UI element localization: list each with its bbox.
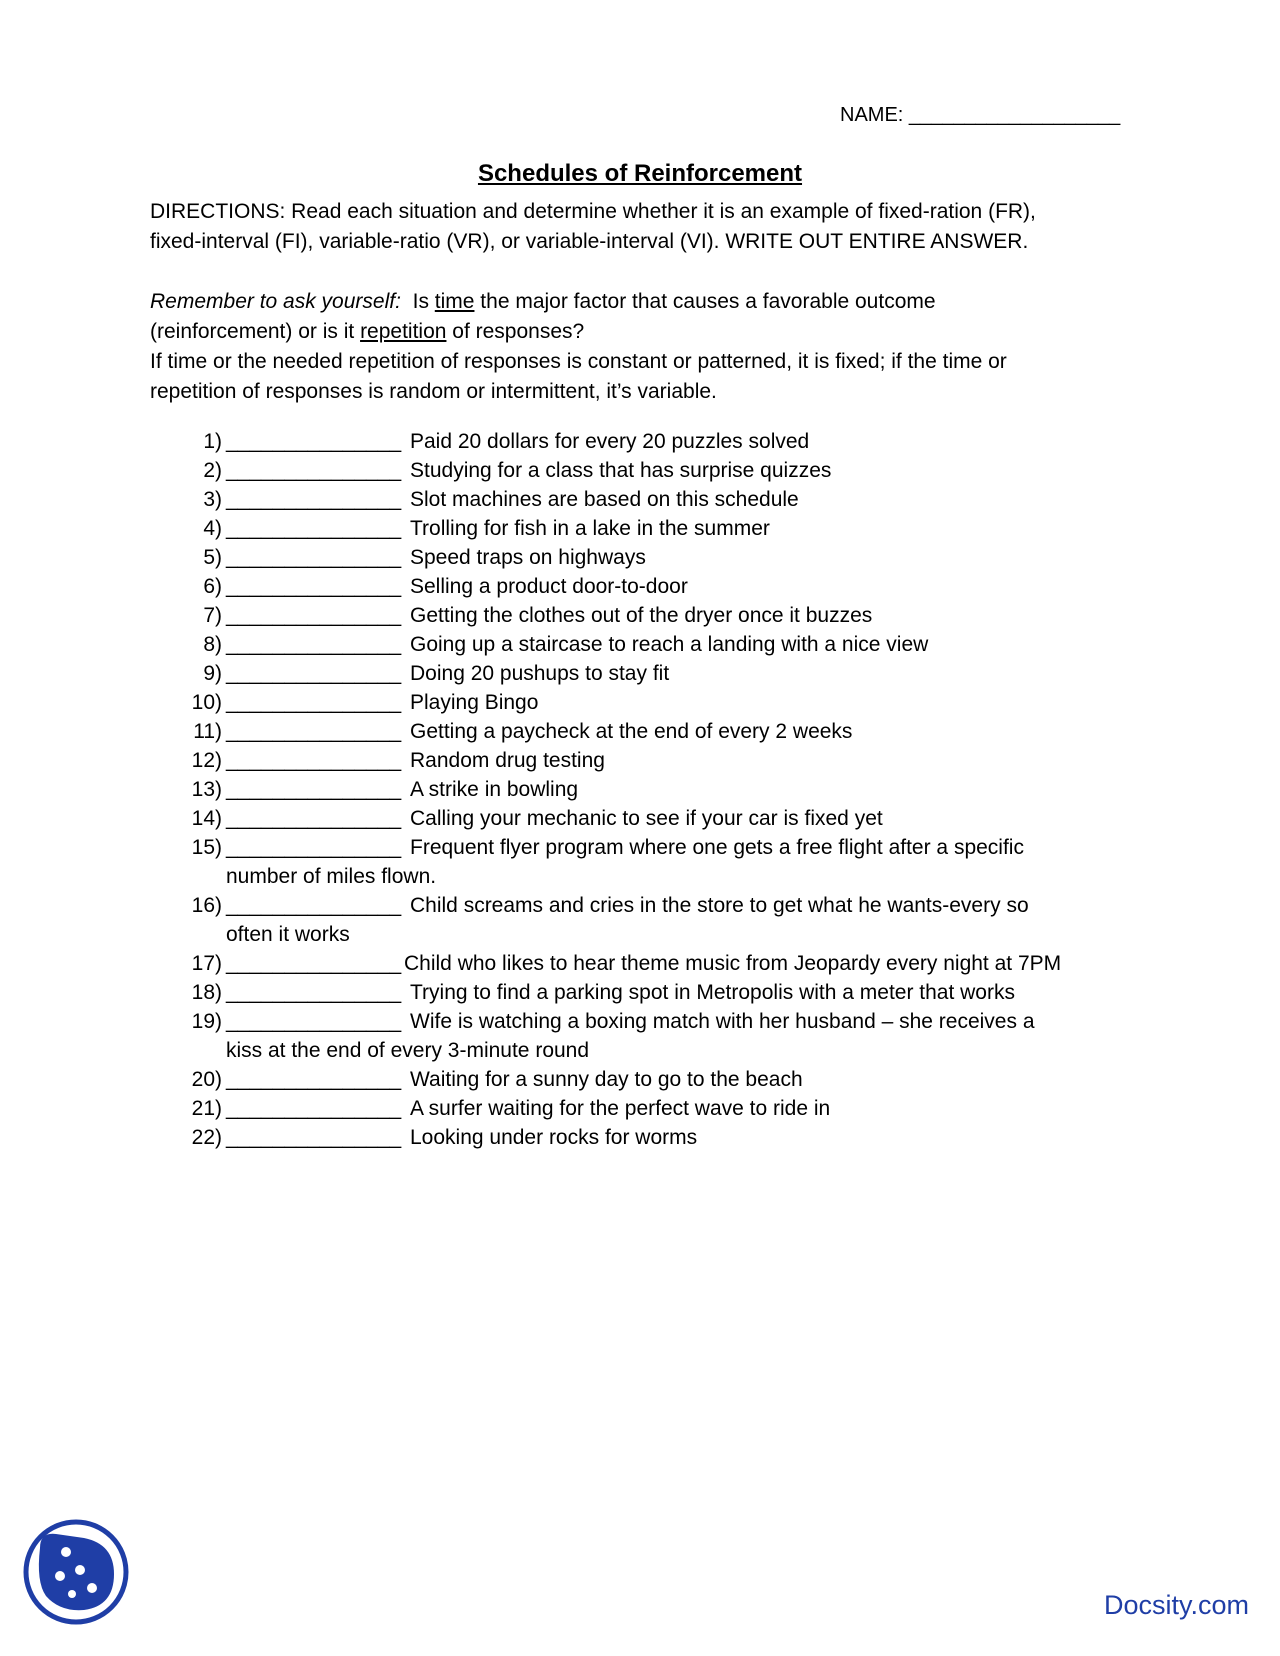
answer-blank[interactable]: _______________ [226, 633, 402, 656]
remember-repetition: repetition [360, 320, 447, 343]
answer-blank[interactable]: _______________ [226, 1126, 402, 1149]
question-text: Getting the clothes out of the dryer once it buzzes [410, 604, 873, 627]
question-text: Getting a paycheck at the end of every 2 weeks [410, 720, 853, 743]
question-number: 14) [191, 807, 222, 830]
remember-line2-end: of responses? [446, 320, 585, 343]
question-number: 7) [203, 604, 222, 627]
answer-blank[interactable]: _______________ [226, 517, 402, 540]
answer-blank[interactable]: _______________ [226, 981, 402, 1004]
question-text-continued: often it works [226, 923, 350, 946]
remember-lead: Remember to ask yourself: [150, 290, 401, 313]
question-text: Calling your mechanic to see if your car is fixed yet [410, 807, 883, 830]
answer-blank[interactable]: _______________ [226, 575, 402, 598]
question-text: Waiting for a sunny day to go to the beach [410, 1068, 803, 1091]
question-number: 9) [203, 662, 222, 685]
question-text: Going up a staircase to reach a landing with a nice view [410, 633, 929, 656]
question-number: 2) [203, 459, 222, 482]
answer-blank[interactable]: _______________ [226, 488, 402, 511]
remember-is: Is [400, 290, 435, 313]
question-text: Slot machines are based on this schedule [410, 488, 799, 511]
answer-blank[interactable]: _______________ [226, 662, 402, 685]
question-number: 15) [191, 836, 222, 859]
question-number: 10) [191, 691, 222, 714]
question-text-continued: number of miles flown. [226, 865, 437, 888]
question-number: 22) [191, 1126, 222, 1149]
question-number: 1) [203, 430, 222, 453]
answer-blank[interactable]: _______________ [226, 691, 402, 714]
directions-line-2: fixed-interval (FI), variable-ratio (VR), or variable-interval (VI). WRITE OUT ENTIRE ANSWER. [150, 230, 1029, 253]
question-text-continued: kiss at the end of every 3-minute round [226, 1039, 590, 1062]
answer-blank[interactable]: _______________ [226, 459, 402, 482]
question-text: Wife is watching a boxing match with her husband – she receives a [410, 1010, 1035, 1033]
question-number: 19) [191, 1010, 222, 1033]
question-number: 8) [203, 633, 222, 656]
remember-line2-start: (reinforcement) or is it [150, 320, 361, 343]
question-text: Frequent flyer program where one gets a free flight after a specific [410, 836, 1024, 859]
answer-blank[interactable]: _______________ [226, 836, 402, 859]
question-text: Looking under rocks for worms [410, 1126, 698, 1149]
remember-line-4: repetition of responses is random or intermittent, it’s variable. [150, 380, 717, 403]
question-text: Trolling for fish in a lake in the summer [410, 517, 770, 540]
question-number: 21) [191, 1097, 222, 1120]
question-number: 18) [191, 981, 222, 1004]
answer-blank[interactable]: _______________ [226, 546, 402, 569]
question-text: Speed traps on highways [410, 546, 646, 569]
name-field-label: NAME: ___________________ [840, 104, 1121, 126]
question-text: Child who likes to hear theme music from Jeopardy every night at 7PM [404, 952, 1062, 975]
question-text: Selling a product door-to-door [410, 575, 688, 598]
question-text: Child screams and cries in the store to get what he wants-every so [410, 894, 1029, 917]
question-number: 3) [203, 488, 222, 511]
answer-blank[interactable]: _______________ [226, 749, 402, 772]
directions-line-1: DIRECTIONS: Read each situation and determine whether it is an example of fixed-ration (FR), [150, 200, 1036, 223]
question-number: 13) [191, 778, 222, 801]
answer-blank[interactable]: _______________ [226, 894, 402, 917]
answer-blank[interactable]: _______________ [226, 778, 402, 801]
question-text: Random drug testing [410, 749, 605, 772]
answer-blank[interactable]: _______________ [226, 720, 402, 743]
question-number: 12) [191, 749, 222, 772]
page-title: Schedules of Reinforcement [477, 160, 803, 187]
remember-line-3: If time or the needed repetition of responses is constant or patterned, it is fixed; if the time or [150, 350, 1007, 373]
question-number: 5) [203, 546, 222, 569]
docsity-logo-icon [22, 1518, 130, 1626]
question-text: Playing Bingo [410, 691, 539, 714]
remember-rest: the major factor that causes a favorable outcome [474, 290, 936, 313]
question-number: 4) [203, 517, 222, 540]
answer-blank[interactable]: _______________ [226, 604, 402, 627]
remember-line-1 [150, 286, 936, 317]
question-number: 6) [203, 575, 222, 598]
answer-blank[interactable]: _______________ [226, 1097, 402, 1120]
answer-blank[interactable]: _______________ [226, 430, 402, 453]
remember-line-2 [150, 316, 584, 347]
question-number: 11) [193, 720, 222, 743]
question-number: 16) [191, 894, 222, 917]
question-text: Paid 20 dollars for every 20 puzzles solved [410, 430, 810, 453]
docsity-brand-text[interactable]: Docsity.com [1104, 1590, 1250, 1620]
question-text: A surfer waiting for the perfect wave to ride in [410, 1097, 831, 1120]
remember-time: time [434, 290, 475, 313]
answer-blank[interactable]: _______________ [226, 952, 402, 975]
question-number: 20) [191, 1068, 222, 1091]
question-text: Trying to find a parking spot in Metropolis with a meter that works [410, 981, 1015, 1004]
question-text: A strike in bowling [410, 778, 579, 801]
question-number: 17) [191, 952, 222, 975]
answer-blank[interactable]: _______________ [226, 1010, 402, 1033]
answer-blank[interactable]: _______________ [226, 807, 402, 830]
question-text: Studying for a class that has surprise quizzes [410, 459, 832, 482]
question-text: Doing 20 pushups to stay fit [410, 662, 670, 685]
answer-blank[interactable]: _______________ [226, 1068, 402, 1091]
